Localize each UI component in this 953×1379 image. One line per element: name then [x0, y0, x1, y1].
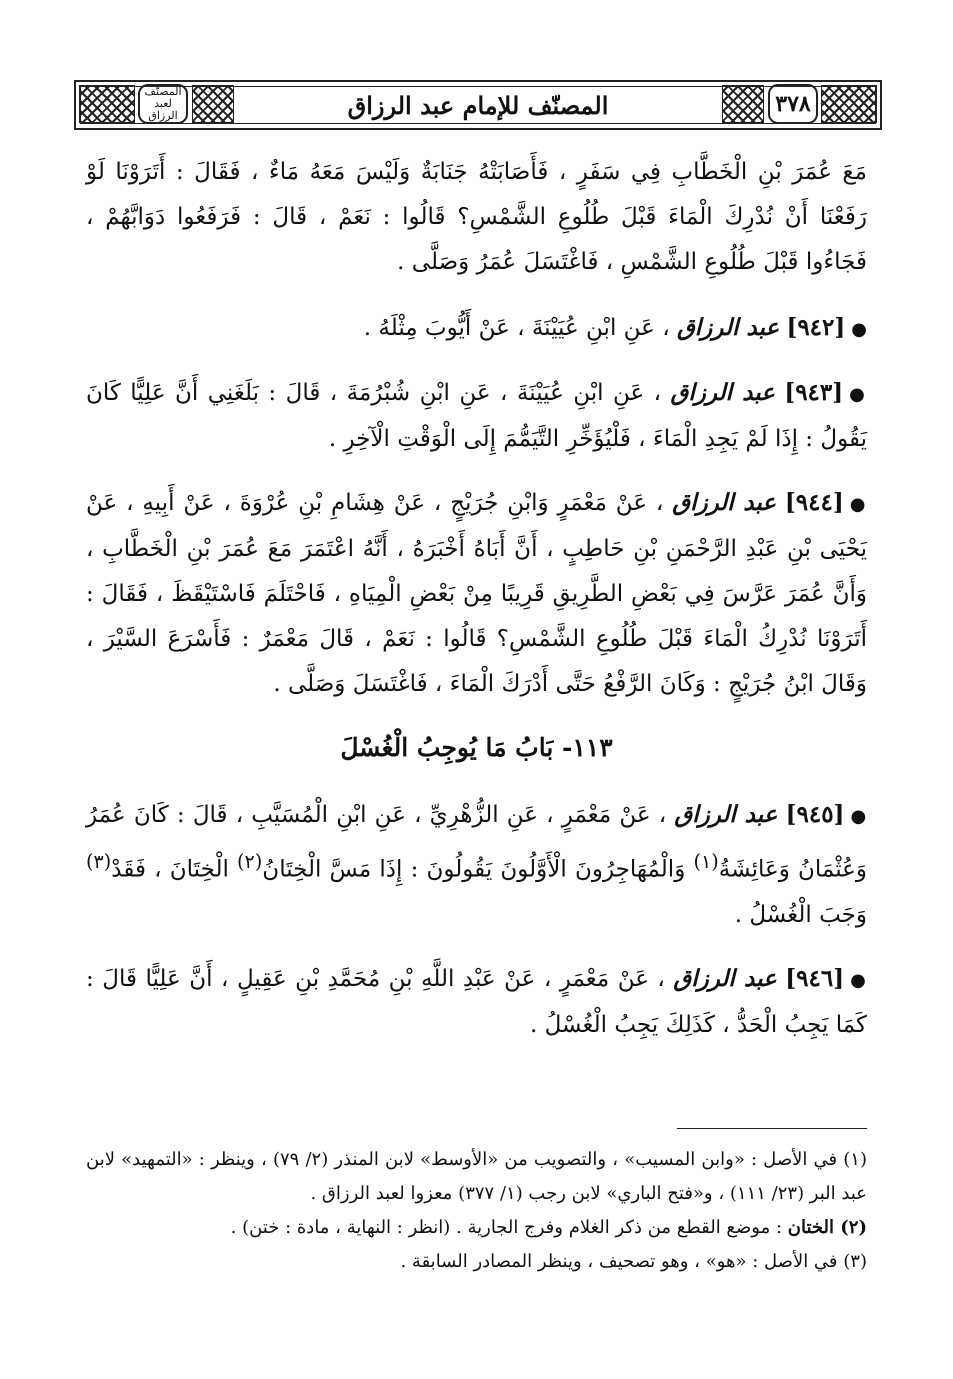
footnote-ref-2[interactable]: (٢)	[237, 850, 263, 873]
hadith-text: وَالْمُهَاجِرُونَ الْأَوَّلُونَ يَقُولُونَ : إِذَا مَسَّ الْخِتَانُ	[262, 856, 686, 883]
bullet-icon: ●	[849, 494, 867, 515]
bullet-icon: ●	[851, 319, 867, 340]
main-text	[86, 150, 867, 1066]
seal-text: المصنّف لعبد الرزاق	[144, 85, 182, 122]
bullet-icon: ●	[850, 969, 868, 991]
ornament-left-outer	[79, 85, 135, 123]
narrator-name: عبد الرزاق	[674, 801, 778, 828]
footnote-3: (٣) في الأصل : «هو» ، وهو تصحيف ، وينظر المصادر السابقة .	[400, 1251, 867, 1272]
hadith-number: [٩٤٦]	[785, 964, 845, 992]
hadith-number: [٩٤٢]	[786, 314, 846, 341]
bullet-icon: ●	[849, 384, 867, 405]
hadith-text: وَجَبَ الْغُسْلُ .	[734, 901, 867, 928]
footnote-2	[86, 1211, 867, 1245]
footnote-ref-1[interactable]: (١)	[693, 850, 719, 873]
narrator-name: عبد الرزاق	[672, 489, 776, 516]
hadith-number: [٩٤٤]	[784, 489, 844, 516]
hadith-945	[86, 792, 867, 938]
footnotes	[86, 1143, 867, 1279]
footnote-divider	[677, 1128, 867, 1129]
narrator-name: عبد الرزاق	[676, 314, 780, 341]
footnote-term: (٢) الختان	[787, 1217, 867, 1238]
hadith-number: [٩٤٣]	[784, 379, 844, 406]
hadith-943	[86, 370, 867, 462]
bullet-icon: ●	[850, 806, 868, 827]
footnote-1: (١) في الأصل : «وابن المسيب» ، والتصويب من «الأوسط» لابن المنذر (٢/ ٧٩) ، وينظر : «التمهيد» لابن عبد البر (٢٣/ ١١١) ، و«فتح الباري» لابن رجب (١/ ٣٧٧) معزوا لعبد الرزاق .	[86, 1149, 867, 1204]
running-header	[74, 80, 882, 130]
running-title: المصنّف للإمام عبد الرزاق	[347, 91, 609, 120]
hadith-946	[86, 956, 867, 1048]
hadith-text: ، عَنِ ابْنِ عُيَيْنَةَ ، عَنْ أَيُّوبَ مِثْلَهُ .	[363, 315, 670, 341]
footnote-ref-3[interactable]: (٣)	[86, 850, 112, 873]
page-number: ٣٧٨	[768, 84, 818, 124]
ornament-right-outer	[821, 85, 877, 123]
paragraph-continuation: مَعَ عُمَرَ بْنِ الْخَطَّابِ فِي سَفَرٍ ، فَأَصَابَتْهُ جَنَابَةٌ وَلَيْسَ مَعَهُ مَاءٌ ، فَقَالَ : أَتَرَوْنَا لَوْ رَفَعْنَا أَنْ نُدْرِكَ الْمَاءَ قَبْلَ طُلُوعِ الشَّمْسِ؟ قَالُوا : نَعَمْ ، قَالَ : فَرَفَعُوا دَوَابَّهُمْ ، فَجَاءُوا قَبْلَ طُلُوعِ الشَّمْسِ ، فَاغْتَسَلَ عُمَرُ وَصَلَّى .	[86, 159, 867, 275]
hadith-number: [٩٤٥]	[785, 801, 845, 828]
hadith-text: ، عَنِ ابْنِ عُيَيْنَةَ ، عَنِ ابْنِ شُبْرُمَةَ ، قَالَ : بَلَغَنِي أَنَّ عَلِيًّا كَانَ يَقُولُ : إِذَا لَمْ يَجِدِ الْمَاءَ ، فَلْيُؤَخِّرِ التَّيَمُّمَ إِلَى الْوَقْتِ الْآخِرِ .	[86, 380, 867, 452]
hadith-text: الْخِتَانَ ، فَقَدْ	[111, 856, 229, 883]
hadith-942	[86, 305, 867, 352]
header-seal-logo	[138, 84, 188, 124]
narrator-name: عبد الرزاق	[673, 964, 777, 992]
chapter-heading: ١١٣- بَابُ مَا يُوجِبُ الْغُسْلَ	[340, 733, 613, 762]
hadith-text: ، عَنْ مَعْمَرٍ وَابْنِ جُرَيْجٍ ، عَنْ هِشَامِ بْنِ عُرْوَةَ ، عَنْ أَبِيهِ ، عَنْ يَحْيَى بْنِ عَبْدِ الرَّحْمَنِ بْنِ حَاطِبٍ ، أَنَّ أَبَاهُ أَخْبَرَهُ ، أَنَّهُ اعْتَمَرَ مَعَ عُمَرَ بْنِ الْخَطَّابِ ، وَأَنَّ عُمَرَ عَرَّسَ فِي بَعْضِ الطَّرِيقِ قَرِيبًا مِنْ بَعْضِ الْمِيَاهِ ، فَاحْتَلَمَ فَاسْتَيْقَظَ ، فَقَالَ : أَتَرَوْنَا نُدْرِكُ الْمَاءَ قَبْلَ طُلُوعِ الشَّمْسِ؟ قَالُوا : نَعَمْ ، قَالَ مَعْمَرٌ : فَأَسْرَعَ السَّيْرَ ، وَقَالَ ابْنُ جُرَيْجٍ : وَكَانَ الرَّفْعُ حَتَّى أَدْرَكَ الْمَاءَ ، فَاغْتَسَلَ وَصَلَّى .	[86, 490, 867, 697]
hadith-text: ، عَنْ مَعْمَرٍ ، عَنْ عَبْدِ اللَّهِ بْنِ مُحَمَّدِ بْنِ عَقِيلٍ ، أَنَّ عَلِيًّا قَالَ : كَمَا يَجِبُ الْحَدُّ ، كَذَلِكَ يَجِبُ الْغُسْلُ .	[86, 965, 867, 1038]
ornament-left-inner	[192, 85, 234, 123]
ornament-right-inner	[722, 85, 764, 123]
hadith-944	[86, 480, 867, 707]
hadith-text: ، عَنْ مَعْمَرٍ ، عَنِ الزُّهْرِيِّ ، عَنِ ابْنِ الْمُسَيَّبِ ، قَالَ : كَانَ عُمَرُ وَعُثْمَانُ وَعَائِشَةُ	[86, 802, 867, 883]
narrator-name: عبد الرزاق	[670, 379, 775, 406]
footnote-text: : موضع القطع من ذكر الغلام وفرج الجارية . (انظر : النهاية ، مادة : ختن) .	[230, 1217, 783, 1238]
